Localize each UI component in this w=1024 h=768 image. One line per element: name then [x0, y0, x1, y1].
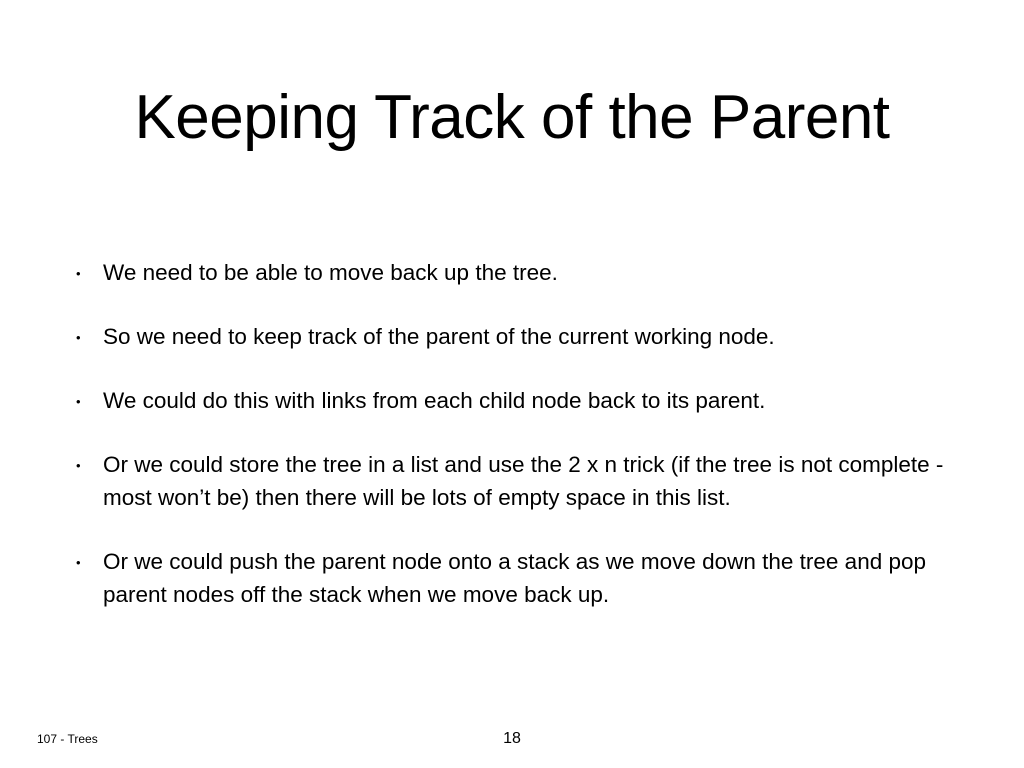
bullet-item: [76, 320, 946, 353]
bullet-text: We could do this with links from each child node back to its parent.: [103, 388, 766, 413]
bullet-marker: •: [76, 266, 81, 281]
footer-label: 107 - Trees: [37, 732, 98, 746]
bullet-text: Or we could push the parent node onto a stack as we move down the tree and pop parent nodes off the stack when we move back up.: [103, 549, 927, 607]
slide-title: Keeping Track of the Parent: [134, 83, 890, 152]
bullet-item: [76, 384, 946, 417]
bullet-marker: •: [76, 555, 81, 570]
bullet-item: [76, 448, 946, 514]
bullet-text: We need to be able to move back up the tree.: [103, 260, 558, 285]
bullet-item: [76, 545, 946, 611]
bullet-marker: •: [76, 394, 81, 409]
bullet-marker: •: [76, 330, 81, 345]
bullet-list: [76, 256, 946, 611]
bullet-text: So we need to keep track of the parent of the current working node.: [103, 324, 775, 349]
bullet-text: Or we could store the tree in a list and use the 2 x n trick (if the tree is not complete - most won’t be) then there will be lots of empty space in this list.: [103, 452, 944, 510]
page-number: 18: [503, 730, 521, 747]
bullet-item: [76, 256, 946, 289]
bullet-marker: •: [76, 458, 81, 473]
